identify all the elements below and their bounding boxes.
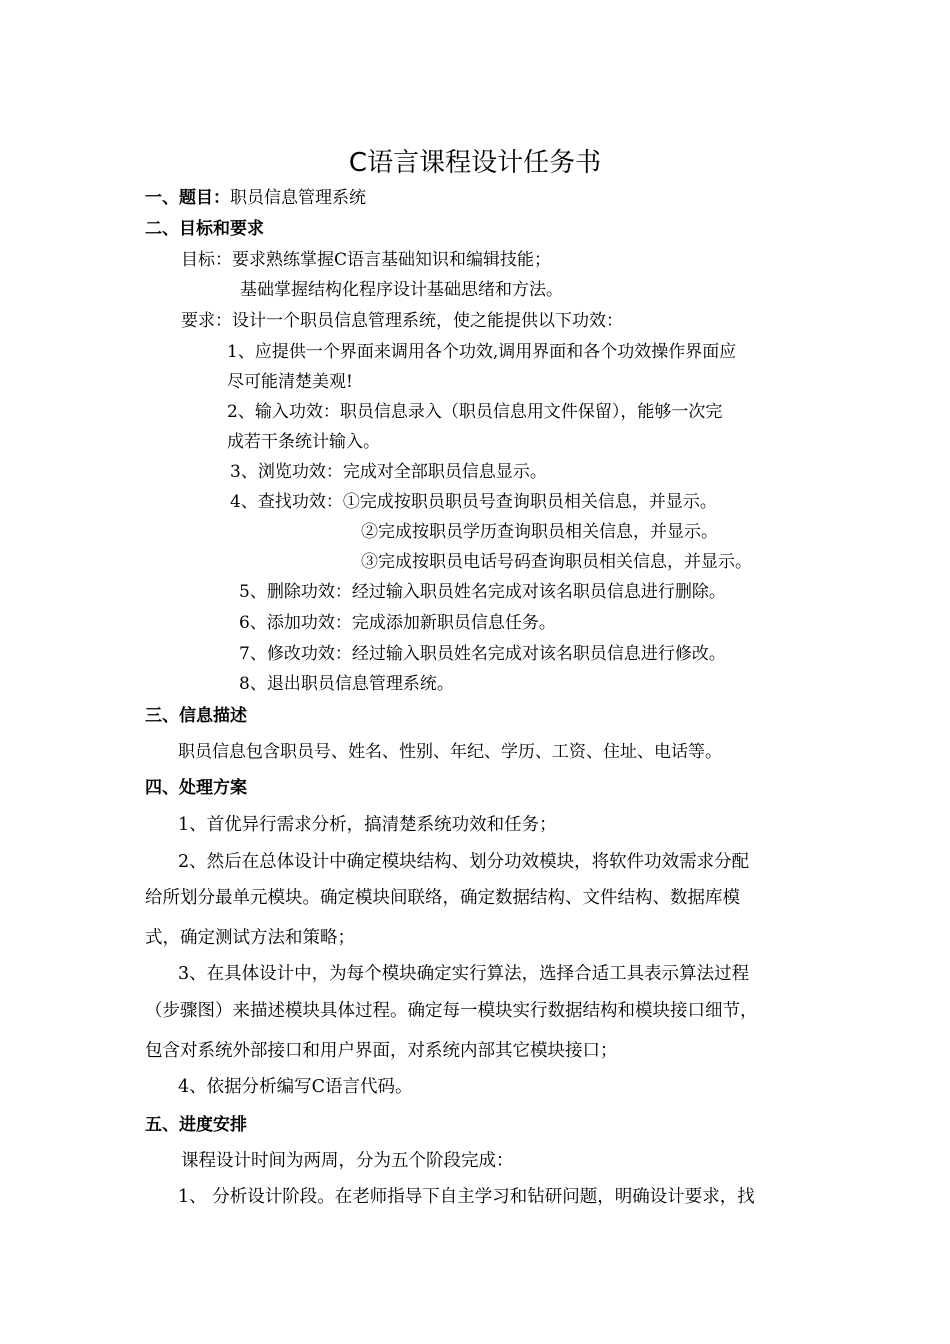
section-3-text: 职员信息包含职员号、姓名、性别、年纪、学历、工资、住址、电话等。 [178, 742, 722, 762]
section-1-title [145, 186, 366, 210]
plan-item-3a: 3、在具体设计中，为每个模块确定实行算法，选择合适工具表示算法过程 [178, 964, 750, 984]
section-4-heading: 四、处理方案 [145, 778, 247, 798]
requirement-intro: 设计一个职员信息管理系统，使之能提供以下功效： [232, 311, 623, 331]
requirement-4a: 4、查找功效：①完成按职员职员号查询职员相关信息，并显示。 [230, 492, 717, 512]
requirement-1b: 尽可能清楚美观! [227, 372, 353, 392]
requirement-6: 6、添加功效：完成添加新职员信息任务。 [239, 613, 556, 633]
requirement-4b: ②完成按职员学历查询职员相关信息，并显示。 [361, 522, 718, 542]
goal-text-2: 基础掌握结构化程序设计基础思绪和方法。 [240, 280, 563, 300]
schedule-intro: 课程设计时间为两周，分为五个阶段完成： [181, 1151, 514, 1171]
section-3-heading: 三、信息描述 [145, 706, 247, 726]
goal-text-1: 要求熟练掌握C语言基础知识和编辑技能； [232, 250, 552, 270]
plan-item-2a: 2、然后在总体设计中确定模块结构、划分功效模块，将软件功效需求分配 [178, 852, 750, 872]
requirement-label: 要求： [181, 311, 232, 331]
plan-item-2b: 给所划分最单元模块。确定模块间联络，确定数据结构、文件结构、数据库模 [145, 888, 740, 908]
requirement-5: 5、删除功效：经过输入职员姓名完成对该名职员信息进行删除。 [239, 582, 726, 602]
plan-item-3b: （步骤图）来描述模块具体过程。确定每一模块实行数据结构和模块接口细节， [145, 1001, 758, 1021]
plan-item-2c: 式，确定测试方法和策略； [145, 928, 355, 948]
section-1-text: 职员信息管理系统 [230, 188, 366, 208]
requirement-4c: ③完成按职员电话号码查询职员相关信息，并显示。 [361, 552, 752, 572]
schedule-item-1: 1、 分析设计阶段。在老师指导下自主学习和钻研问题，明确设计要求，找 [178, 1187, 755, 1207]
document-title: C语言课程设计任务书 [348, 148, 602, 178]
requirement-3: 3、浏览功效：完成对全部职员信息显示。 [230, 462, 547, 482]
goal-line-1 [181, 248, 551, 272]
plan-item-3c: 包含对系统外部接口和用户界面，对系统内部其它模块接口； [145, 1041, 618, 1061]
section-5-heading: 五、进度安排 [145, 1115, 247, 1135]
plan-item-4: 4、依据分析编写C语言代码。 [178, 1077, 413, 1097]
requirement-2a: 2、输入功效：职员信息录入（职员信息用文件保留），能够一次完 [227, 402, 723, 422]
plan-item-1: 1、首优异行需求分析，搞清楚系统功效和任务； [178, 815, 557, 835]
requirement-1a: 1、应提供一个界面来调用各个功效,调用界面和各个功效操作界面应 [227, 342, 737, 362]
section-1-label: 一、题目： [145, 188, 230, 208]
requirement-8: 8、退出职员信息管理系统。 [239, 674, 454, 694]
requirement-intro-line [181, 309, 623, 333]
requirement-2b: 成若干条统计输入。 [227, 432, 380, 452]
requirement-7: 7、修改功效：经过输入职员姓名完成对该名职员信息进行修改。 [239, 644, 726, 664]
section-2-heading: 二、目标和要求 [145, 219, 264, 239]
goal-label: 目标： [181, 250, 232, 270]
